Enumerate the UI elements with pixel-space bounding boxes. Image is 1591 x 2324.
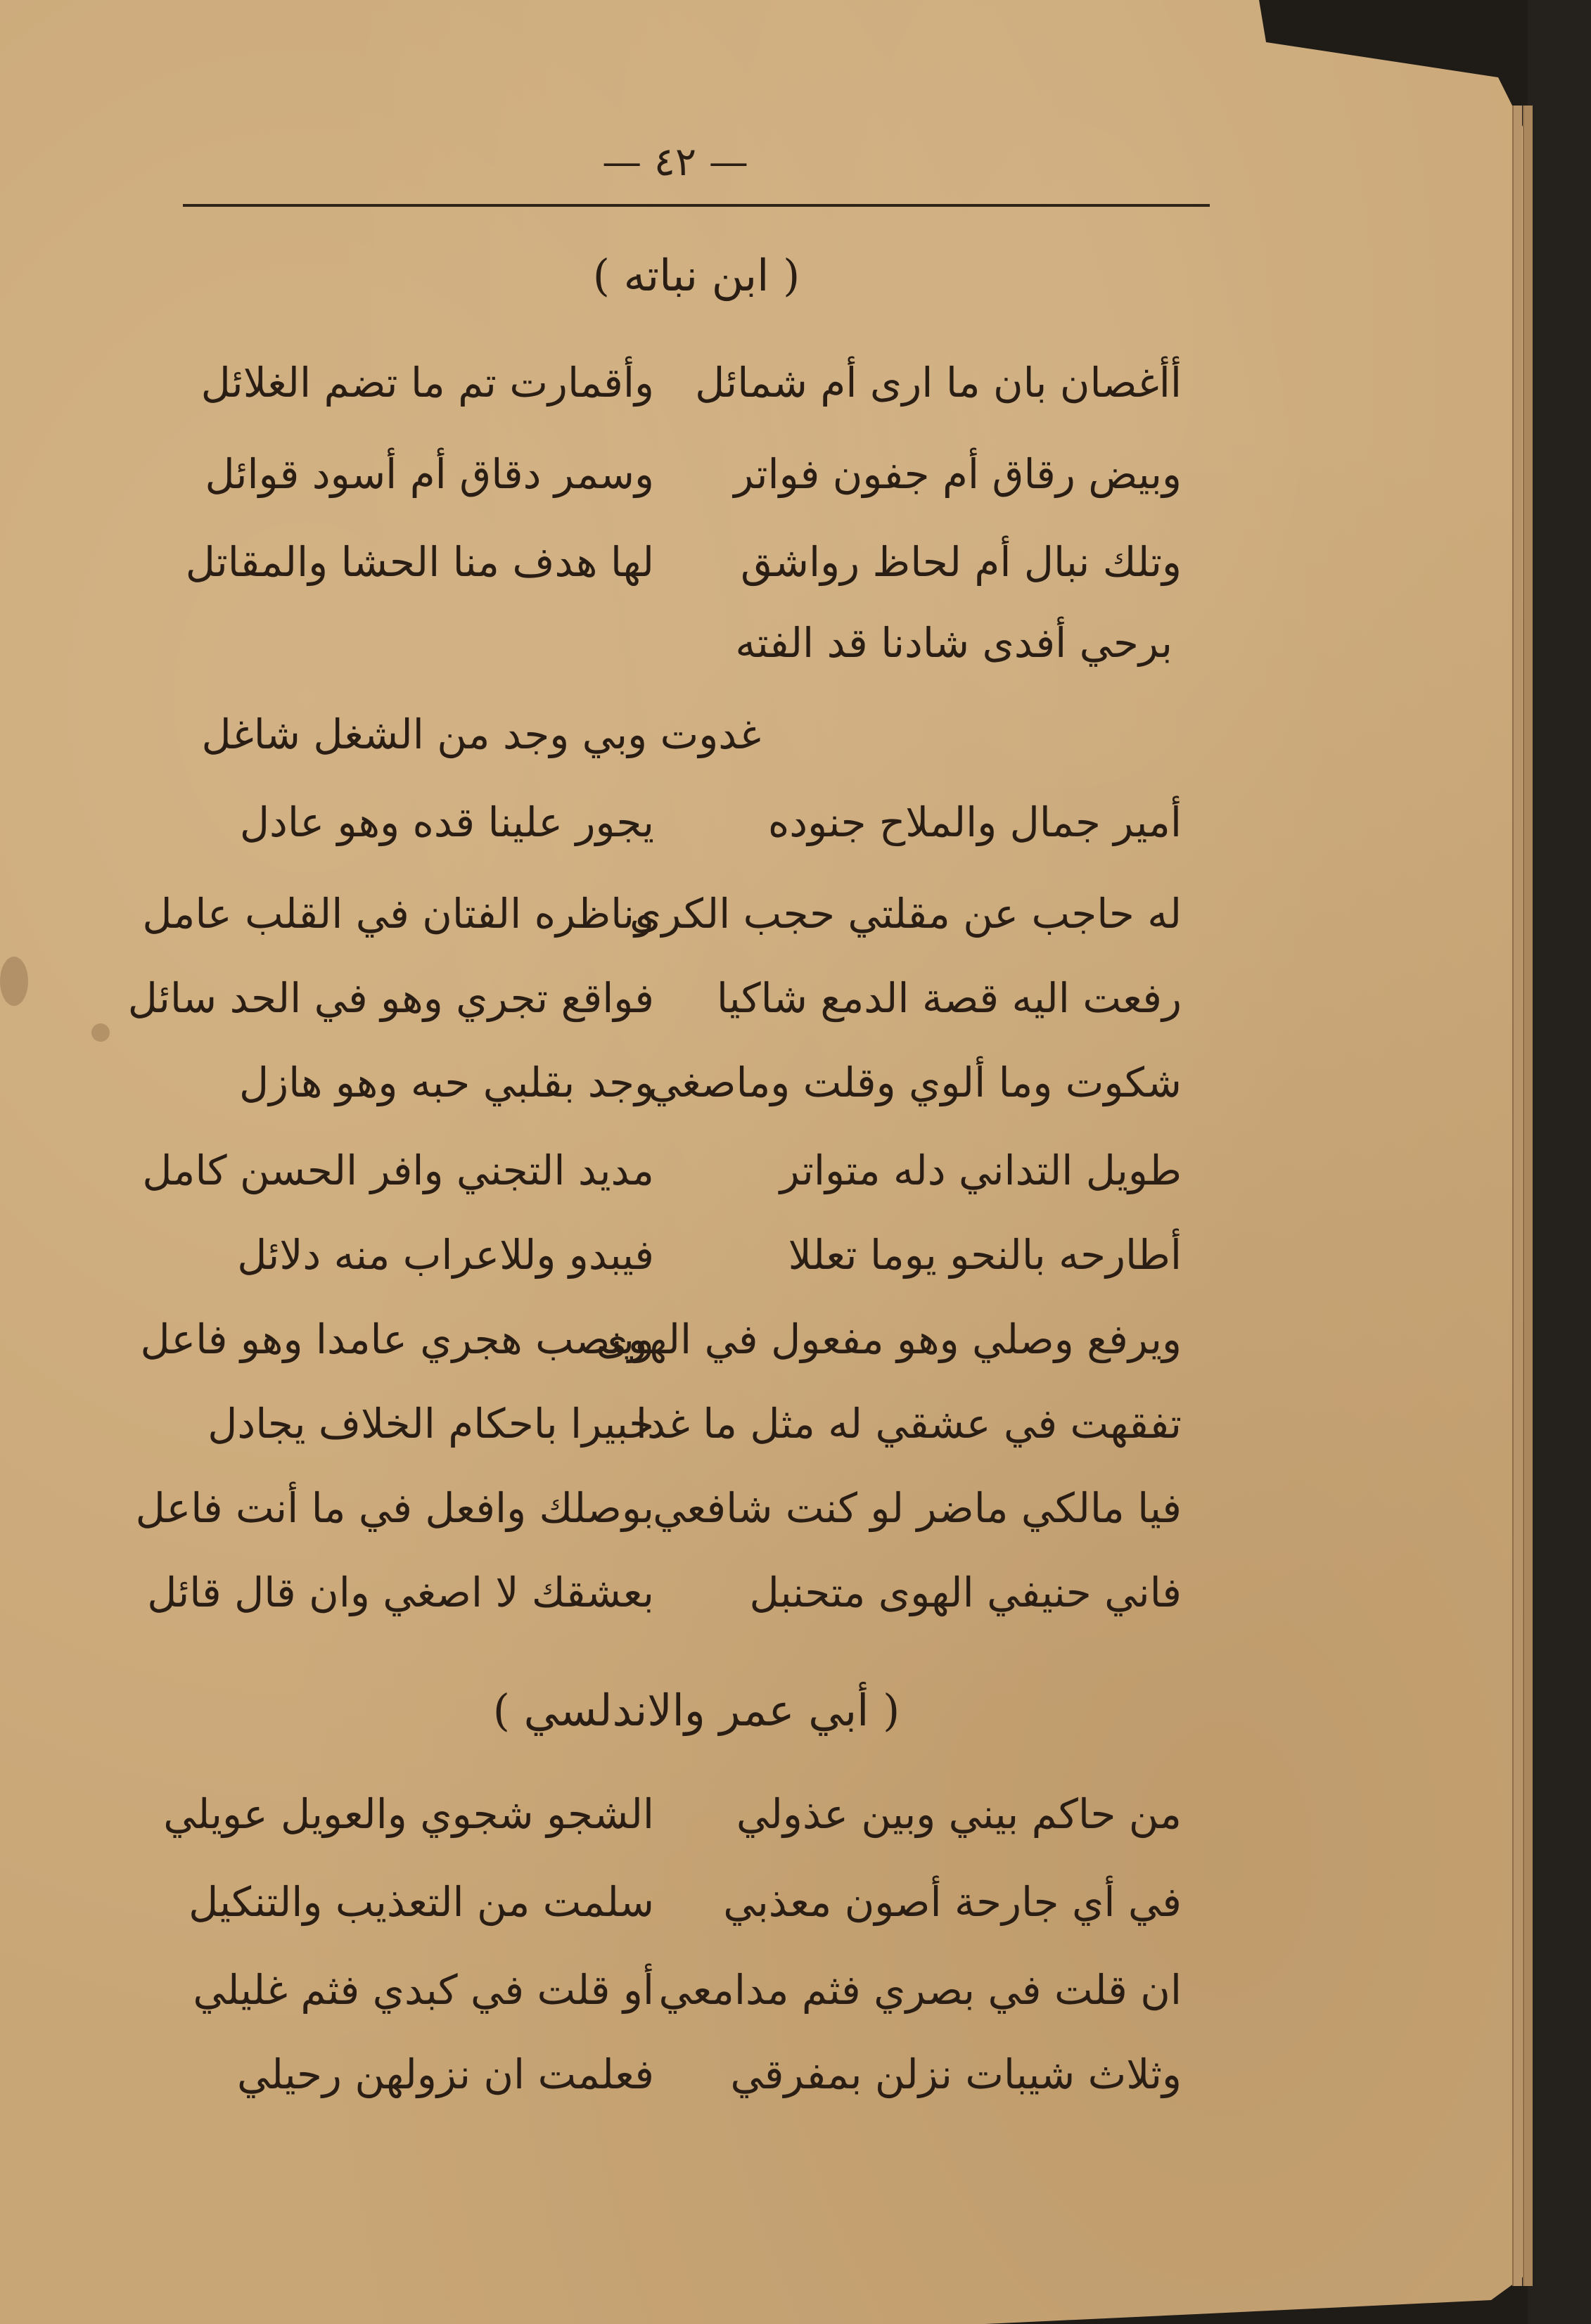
hemistich-first: فاني حنيفي الهوى متحنبل [749,1569,1182,1616]
page-number: — ٤٢ — [602,139,748,185]
hemistich-second: بعشقك لا اصغي وان قال قائل [147,1569,654,1616]
couplet [176,538,1182,615]
hemistich-second: فيبدو وللاعراب منه دلائل [237,1231,654,1279]
couplet [147,1569,1182,1646]
hemistich-second: وسمر دقاق أم أسود قوائل [205,450,654,498]
hemistich-second: سلمت من التعذيب والتنكيل [189,1878,654,1926]
couplet [176,1878,1182,1955]
couplet [135,1484,1182,1562]
hemistich-first: رفعت اليه قصة الدمع شاكيا [716,974,1182,1022]
hemistich-second: وجد بقلبي حبه وهو هازل [239,1059,654,1106]
couplet [176,1231,1182,1308]
hemistich-first: ويرفع وصلي وهو مفعول في الهوى [596,1315,1182,1363]
couplet [142,890,1182,967]
couplet [127,974,1182,1052]
hemistich-first: له حاجب عن مقلتي حجب الكرى [630,890,1182,938]
header-rule [183,204,1210,207]
couplet [142,1147,1182,1224]
couplet [140,1315,1182,1393]
hemistich-first: فيا مالكي ماضر لو كنت شافعي [653,1484,1182,1532]
couplet [176,1400,1182,1477]
hemistich-second: أو قلت في كبدي فثم غليلي [193,1966,654,2014]
hemistich-first: في أي جارحة أصون معذبي [723,1878,1182,1926]
couplet [176,1966,1182,2043]
hemistich-first: وبيض رقاق أم جفون فواتر [734,450,1182,498]
hemistich-first: وتلك نبال أم لحاظ رواشق [741,538,1182,586]
section-title-abi-umar: ( أبي عمر والاندلسي ) [492,1685,900,1736]
paper-stain [0,957,28,1006]
couplet [176,359,1182,436]
verse-line: برحي أفدى شادنا قد الفته [735,619,1173,667]
page-edge [1512,106,1522,2286]
couplet [176,2050,1182,2128]
hemistich-first: أطارحه بالنحو يوما تعللا [788,1231,1182,1279]
section-title-ibn-nubata: ( ابن نباته ) [592,250,800,301]
scanner-background [1528,0,1591,2324]
hemistich-second: وناظره الفتان في القلب عامل [142,890,654,938]
hemistich-second: فواقع تجري وهو في الحد سائل [127,974,654,1022]
hemistich-second: الشجو شجوي والعويل عويلي [163,1790,654,1838]
hemistich-first: أأغصان بان ما ارى أم شمائل [695,359,1182,407]
couplet [176,1059,1182,1136]
hemistich-second: وينصب هجري عامدا وهو فاعل [140,1315,654,1363]
ink-dot [91,1023,110,1042]
hemistich-first: طويل التداني دله متواتر [779,1147,1182,1194]
hemistich-second: يجور علينا قده وهو عادل [239,798,654,846]
hemistich-first: أمير جمال والملاح جنوده [767,798,1182,846]
hemistich-first: وثلاث شيبات نزلن بمفرقي [730,2050,1182,2098]
verse-line: غدوت وبي وجد من الشغل شاغل [201,710,761,758]
couplet [163,1790,1182,1868]
hemistich-second: فعلمت ان نزولهن رحيلي [236,2050,654,2098]
hemistich-first: ان قلت في بصري فثم مدامعي [658,1966,1182,2014]
hemistich-second: لها هدف منا الحشا والمقاتل [185,538,654,586]
couplet [176,798,1182,876]
hemistich-first: شكوت وما ألوي وقلت وماصغي [647,1059,1182,1106]
couplet [176,450,1182,528]
hemistich-second: مديد التجني وافر الحسن كامل [142,1147,654,1194]
hemistich-second: وأقمارت تم ما تضم الغلائل [200,359,654,407]
hemistich-first: تفقهت في عشقي له مثل ما غدا [635,1400,1182,1448]
hemistich-first: من حاكم بيني وبين عذولي [736,1790,1182,1838]
hemistich-second: خبيرا باحكام الخلاف يجادل [207,1400,654,1448]
hemistich-second: بوصلك وافعل في ما أنت فاعل [135,1484,654,1532]
page-edge [1523,106,1533,2286]
